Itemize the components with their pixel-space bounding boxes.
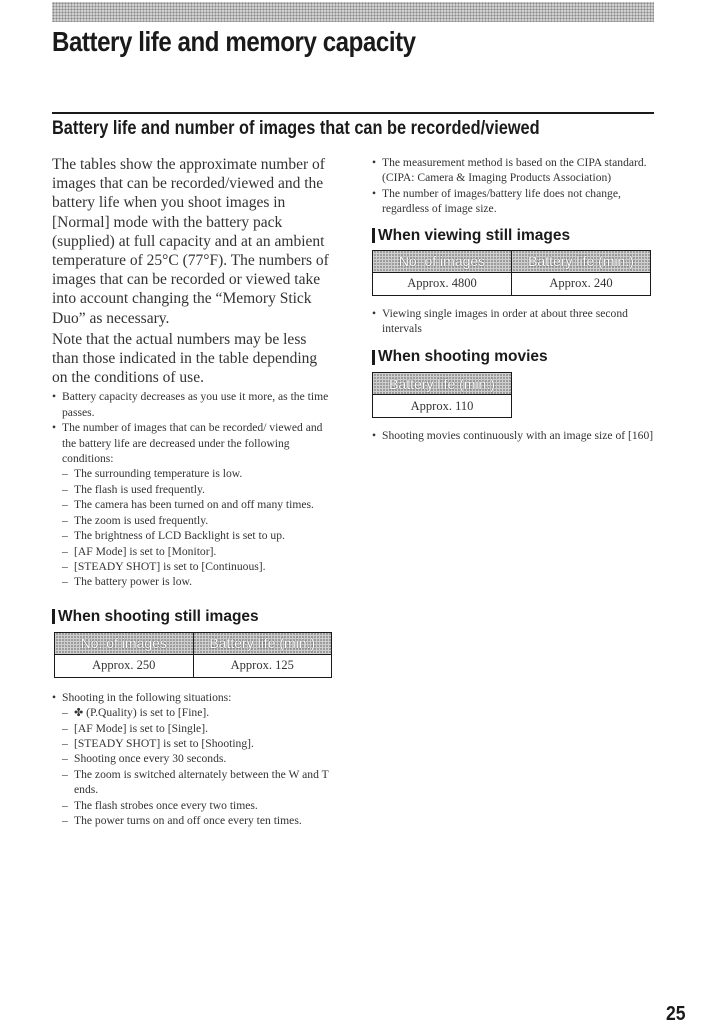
- note-paragraph: Note that the actual numbers may be less than those indicated in the table depending on the conditions of use.: [52, 330, 318, 387]
- cell-battery-life: Approx. 110: [373, 395, 512, 418]
- bullet-image-size: • The number of images/battery life does not change, regardless of image size.: [372, 186, 662, 217]
- list-item: – The camera has been turned on and off many times.: [62, 497, 332, 512]
- page-title: Battery life and memory capacity: [52, 26, 416, 57]
- table-row: [373, 272, 651, 295]
- measurement-notes: [372, 155, 662, 217]
- image-quality-icon: ✤: [74, 706, 84, 720]
- list-item: – The battery power is low.: [62, 574, 332, 589]
- table-header-row: [55, 632, 332, 654]
- cell-images: Approx. 4800: [373, 272, 512, 295]
- column-header-battery-life: Battery life (min.): [373, 373, 512, 395]
- bullet-cipa-standard: [372, 155, 662, 186]
- left-column: [52, 155, 332, 828]
- cell-images: Approx. 250: [55, 654, 194, 677]
- table-header-row: [373, 250, 651, 272]
- list-item: – Shooting once every 30 seconds.: [62, 751, 332, 766]
- column-header-battery-life: Battery life (min.): [512, 250, 651, 272]
- viewing-notes: [372, 306, 662, 337]
- shooting-movies-table: [372, 372, 512, 418]
- list-item: – [STEADY SHOT] is set to [Continuous].: [62, 559, 332, 574]
- bullet-reduced-conditions: [52, 420, 332, 589]
- list-item: – [AF Mode] is set to [Single].: [62, 721, 332, 736]
- viewing-still-heading: [372, 227, 662, 245]
- column-header-images: No. of images: [55, 632, 194, 654]
- heading-marker-icon: [52, 609, 55, 624]
- list-item: – The flash is used frequently.: [62, 482, 332, 497]
- column-header-images: No. of images: [373, 250, 512, 272]
- page-number: 25: [666, 1003, 686, 1025]
- battery-notes-list: [52, 389, 332, 589]
- intro-paragraph: The tables show the approximate number of images that can be recorded/viewed and the battery life when you shoot images in [Normal] mode with the battery pack (supplied) at full capacity and at an ambient temperature of 25°C (77°F). The numbers of images that can be recorded or viewed take into account changing the “Memory Stick Duo” as necessary.: [52, 156, 329, 327]
- viewing-still-heading-text: When viewing still images: [378, 226, 571, 244]
- column-header-battery-life: Battery life (min.): [193, 632, 332, 654]
- list-item: – The zoom is switched alternately between the W and T ends.: [62, 767, 332, 798]
- shooting-movies-heading-text: When shooting movies: [378, 348, 548, 366]
- bullet-cipa-standard-text: The measurement method is based on the CIPA standard.: [382, 156, 647, 169]
- bullet-shooting-situations: [52, 690, 332, 829]
- right-column: [372, 155, 662, 444]
- heading-marker-icon: [372, 350, 375, 365]
- bullet-viewing-interval: • Viewing single images in order at about three second intervals: [372, 306, 662, 337]
- still-shooting-table: [54, 632, 332, 678]
- viewing-still-table: [372, 250, 651, 296]
- shooting-movies-heading: [372, 348, 662, 366]
- section-title: [52, 112, 654, 140]
- list-item: – The surrounding temperature is low.: [62, 466, 332, 481]
- section-title-text: Battery life and number of images that can be recorded/viewed: [52, 118, 540, 139]
- bullet-movie-continuous: • Shooting movies continuously with an image size of [160]: [372, 428, 662, 443]
- list-item: – The zoom is used frequently.: [62, 513, 332, 528]
- list-item: – [STEADY SHOT] is set to [Shooting].: [62, 736, 332, 751]
- table-row: [373, 395, 512, 418]
- heading-marker-icon: [372, 228, 375, 243]
- list-item: [62, 705, 332, 720]
- still-shooting-heading-text: When shooting still images: [58, 607, 259, 625]
- quality-text: (P.Quality) is set to [Fine].: [86, 706, 210, 720]
- movie-notes: [372, 428, 662, 443]
- situations-list: [62, 705, 332, 828]
- cipa-note: (CIPA: Camera & Imaging Products Association): [382, 171, 612, 185]
- list-item: – The flash strobes once every two times.: [62, 798, 332, 813]
- list-item: – The power turns on and off once every ten times.: [62, 813, 332, 828]
- bullet-shooting-situations-text: Shooting in the following situations:: [62, 690, 232, 704]
- cell-battery-life: Approx. 240: [512, 272, 651, 295]
- cell-battery-life: Approx. 125: [193, 654, 332, 677]
- bullet-reduced-conditions-text: The number of images that can be recorded/ viewed and the battery life are decreased under the following conditions:: [62, 421, 323, 466]
- still-shooting-heading: [52, 608, 332, 626]
- list-item: – [AF Mode] is set to [Monitor].: [62, 544, 332, 559]
- still-shooting-notes: [52, 690, 332, 829]
- table-row: [55, 654, 332, 677]
- table-header-row: [373, 373, 512, 395]
- bullet-capacity-decreases: • Battery capacity decreases as you use it more, as the time passes.: [52, 389, 332, 420]
- conditions-list: [62, 466, 332, 589]
- header-pattern-bar: [52, 2, 654, 22]
- list-item: – The brightness of LCD Backlight is set to up.: [62, 528, 332, 543]
